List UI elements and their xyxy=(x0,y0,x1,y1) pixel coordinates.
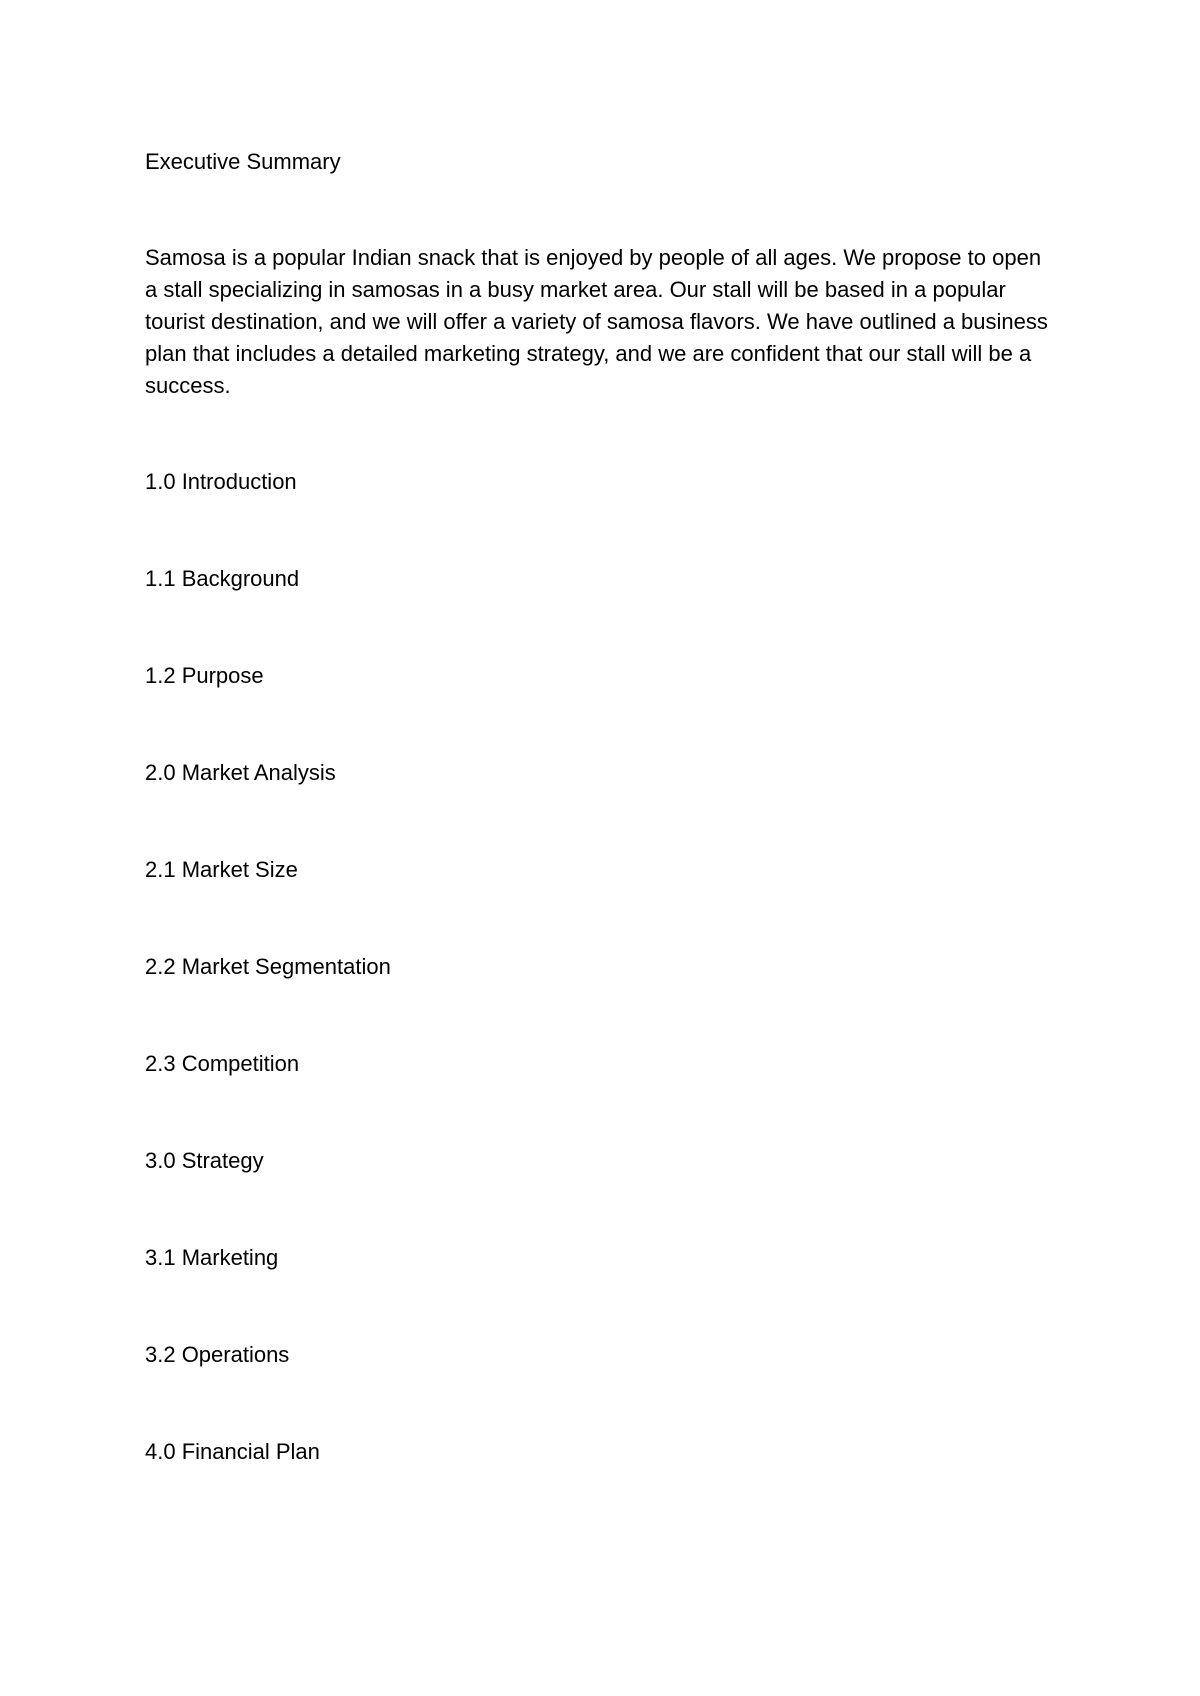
section-heading: 3.1 Marketing xyxy=(145,1245,279,1270)
section-heading: 1.2 Purpose xyxy=(145,663,264,688)
section-heading: 2.2 Market Segmentation xyxy=(145,954,391,979)
executive-summary-paragraph: Samosa is a popular Indian snack that is enjoyed by people of all ages. We propose to open a stall specializing in samosas in a busy market area. Our stall will be based in a popular tourist destination, and we will offer a variety of samosa flavors. We have outlined a business plan that includes a detailed marketing strategy, and we are confident that our stall will be a success. xyxy=(145,245,1048,398)
section-heading: 4.0 Financial Plan xyxy=(145,1439,320,1464)
section-heading: 1.0 Introduction xyxy=(145,469,297,494)
section-heading: 1.1 Background xyxy=(145,566,300,591)
section-heading: 3.0 Strategy xyxy=(145,1148,264,1173)
section-heading: 2.1 Market Size xyxy=(145,857,298,882)
executive-summary-heading: Executive Summary xyxy=(145,149,341,174)
document-content xyxy=(145,146,1055,1533)
section-heading: 3.2 Operations xyxy=(145,1342,290,1367)
section-heading: 2.3 Competition xyxy=(145,1051,300,1076)
section-outline xyxy=(145,466,1055,1468)
section-heading: 2.0 Market Analysis xyxy=(145,760,336,785)
